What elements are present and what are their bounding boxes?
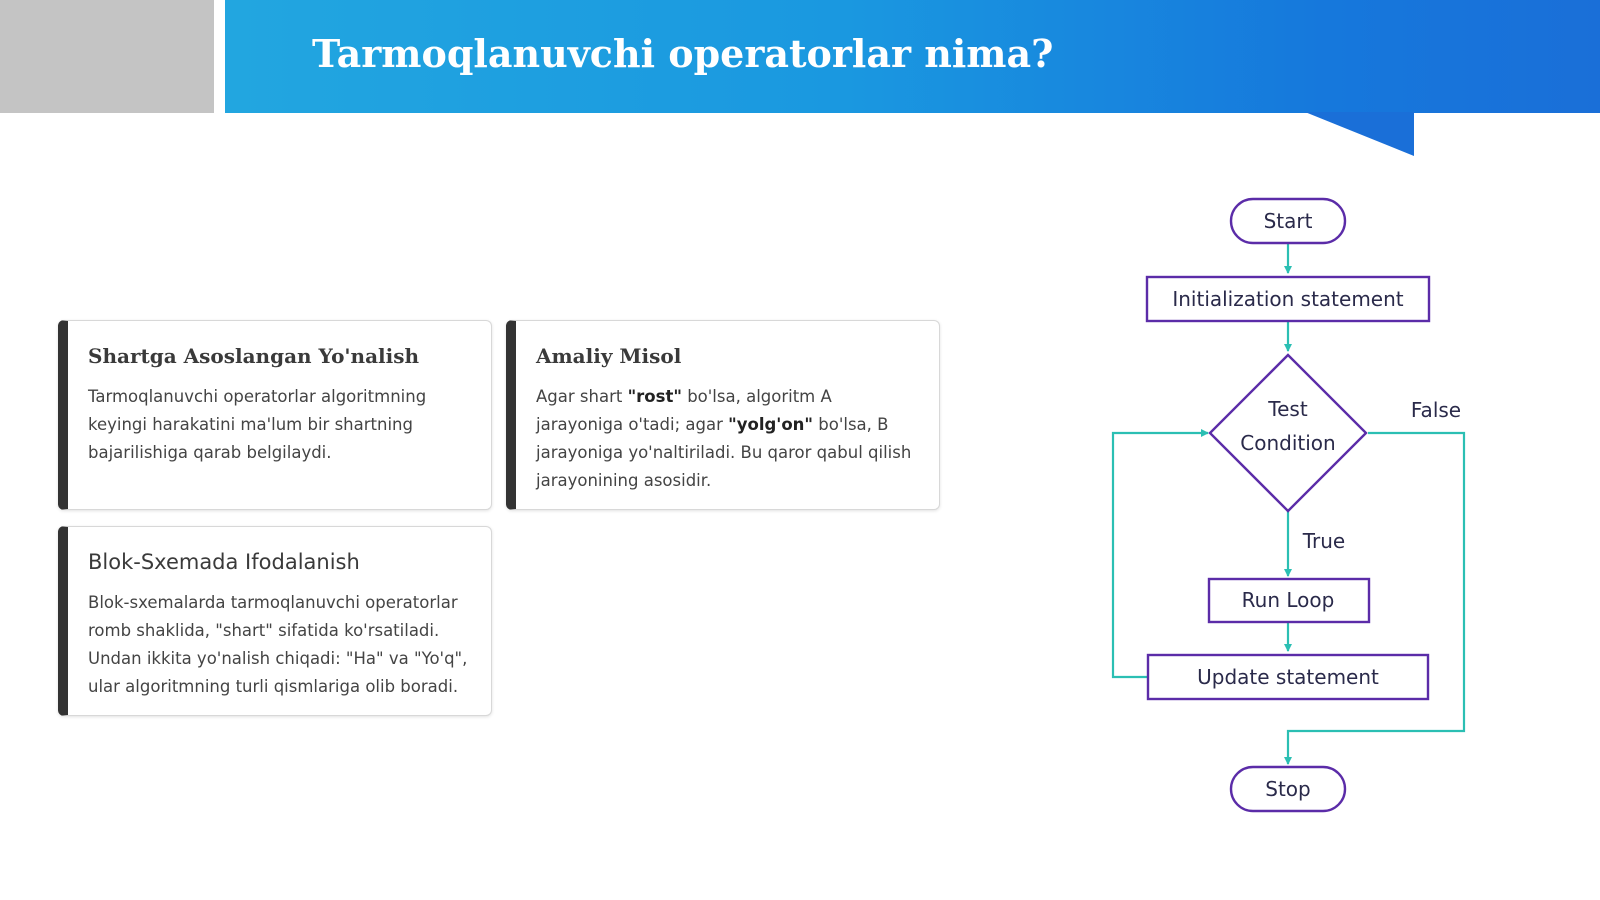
condition-label-line2: Condition bbox=[1240, 431, 1336, 455]
update-label: Update statement bbox=[1197, 665, 1379, 689]
card-practical-example bbox=[506, 320, 940, 510]
card-heading: Blok-Sxemada Ifodalanish bbox=[88, 550, 360, 574]
init-label: Initialization statement bbox=[1172, 287, 1404, 311]
card-text: Agar shart "rost" bo'lsa, algoritm A jarayoniga o'tadi; agar "yolg'on" bo'lsa, B jarayoniga yo'naltiriladi. Bu qaror qabul qilish jarayonining asosidir. bbox=[536, 387, 912, 490]
card-heading: Amaliy Misol bbox=[536, 344, 682, 368]
run-label: Run Loop bbox=[1241, 588, 1335, 612]
card-text: Tarmoqlanuvchi operatorlar algoritmning keyingi harakatini ma'lum bir shartning bajarilishiga qarab belgilaydi. bbox=[88, 387, 427, 462]
card-heading: Shartga Asoslangan Yo'nalish bbox=[88, 344, 420, 368]
arrow-update-loop-back bbox=[1113, 433, 1208, 677]
card-text: Blok-sxemalarda tarmoqlanuvchi operatorlar romb shaklida, "shart" sifatida ko'rsatiladi. Undan ikkita yo'nalish chiqadi: "Ha" va "Yo'q", ular algoritmning turli qismlariga olib boradi. bbox=[88, 593, 468, 696]
loop-flowchart bbox=[1100, 190, 1480, 820]
page-title: Tarmoqlanuvchi operatorlar nima? bbox=[312, 31, 1054, 76]
condition-label-line1: Test bbox=[1268, 397, 1308, 421]
stop-label: Stop bbox=[1265, 777, 1311, 801]
start-label: Start bbox=[1263, 209, 1313, 233]
true-label: True bbox=[1302, 529, 1346, 553]
card-conditional-direction bbox=[58, 320, 492, 510]
card-flowchart-representation bbox=[58, 526, 492, 716]
banner-tail bbox=[1305, 112, 1414, 156]
false-label: False bbox=[1410, 398, 1462, 422]
gray-placeholder-block bbox=[0, 0, 214, 113]
